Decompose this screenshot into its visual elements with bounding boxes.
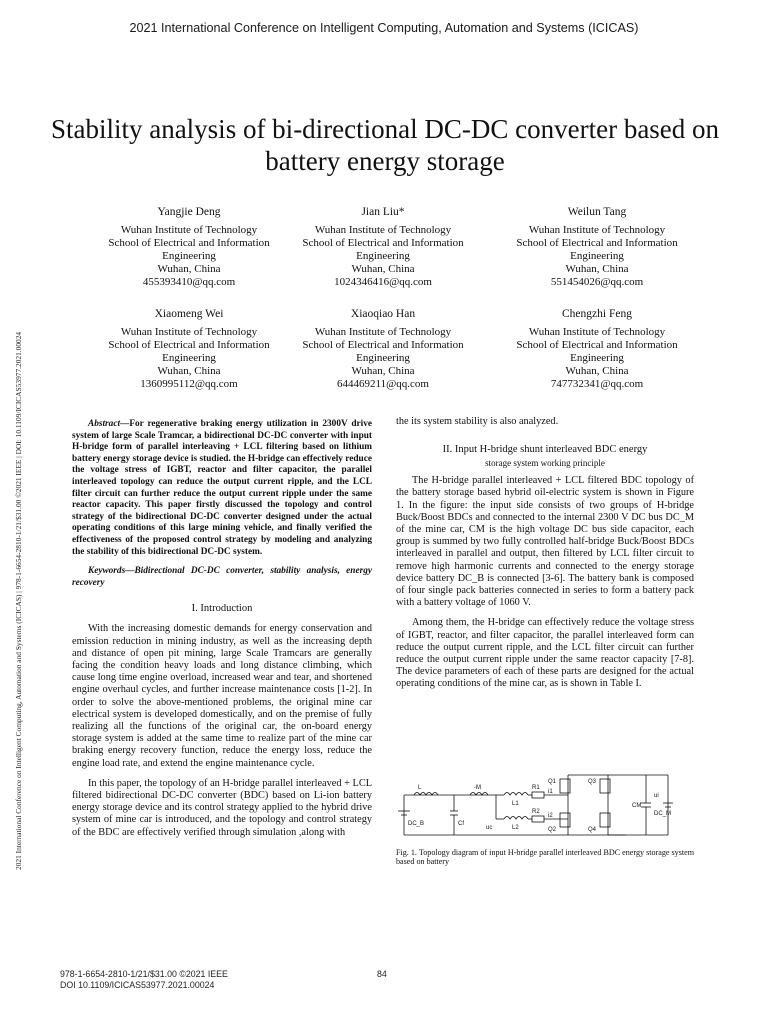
author-institution: Wuhan Institute of Technology xyxy=(314,326,452,338)
label-l: L xyxy=(418,785,422,791)
body-paragraph: In this paper, the topology of an H-bridge parallel interleaved + LCL filtered bidirectional DC-DC converter (BDC) based on Li-ion battery energy storage device and its control strategy applied to the hybrid drive system of mine car is introduced, and the topology and control strategy of the BDC are effectively verified through simulation ,along with xyxy=(72,777,372,838)
label-dcb: DC_B xyxy=(408,821,425,827)
author-institution: Wuhan Institute of Technology xyxy=(120,326,258,338)
author-city: Wuhan, China xyxy=(565,365,629,377)
author-email[interactable]: 747732341@qq.com xyxy=(550,378,644,390)
author-institution: Wuhan Institute of Technology xyxy=(528,326,666,338)
author-block xyxy=(89,308,289,391)
section-heading-principle-sub: storage system working principle xyxy=(485,458,605,469)
left-column xyxy=(72,419,372,839)
label-cm: CM xyxy=(632,803,642,809)
keywords: Keywords—Bidirectional DC-DC converter, stability analysis, energy recovery xyxy=(72,566,372,588)
author-department: School of Electrical and Information xyxy=(108,339,270,351)
author-name: Xiaoqiao Han xyxy=(350,308,416,320)
footer-isbn: 978-1-6654-2810-1/21/$31.00 ©2021 IEEE xyxy=(60,969,228,979)
author-email[interactable]: 551454026@qq.com xyxy=(550,276,644,288)
abstract-lead: Abstract xyxy=(88,419,121,429)
label-uc: uc xyxy=(486,825,493,831)
footer-copyright xyxy=(60,969,228,990)
author-name: Jian Liu* xyxy=(361,206,405,218)
author-department: School of Electrical and Information xyxy=(108,237,270,249)
author-email[interactable]: 1360995112@qq.com xyxy=(140,378,238,390)
abstract xyxy=(72,419,372,558)
author-department: Engineering xyxy=(570,250,624,262)
author-city: Wuhan, China xyxy=(351,365,415,377)
author-name: Yangjie Deng xyxy=(157,206,221,218)
author-block xyxy=(283,308,483,391)
author-email[interactable]: 644469211@qq.com xyxy=(337,378,429,390)
author-institution: Wuhan Institute of Technology xyxy=(314,224,452,236)
section-heading-introduction: I. Introduction xyxy=(191,603,253,615)
conference-header: 2021 International Conference on Intelligent Computing, Automation and Systems (ICICAS) xyxy=(129,21,639,35)
side-metadata-text: 2021 International Conference on Intelligent Computing, Automation and Systems (ICICAS) | 978-1-6654-2810-1/21/$31.00 ©2021 IEEE | DOI: 10.1109/ICICAS53977.2021.00024 xyxy=(14,331,23,870)
label-q2: Q2 xyxy=(548,827,557,833)
label-r1: R1 xyxy=(532,785,540,791)
right-column xyxy=(396,416,694,691)
author-department: Engineering xyxy=(570,352,624,364)
figure-caption: Fig. 1. Topology diagram of input H-bridge parallel interleaved BDC energy storage system based on battery xyxy=(396,848,694,867)
author-block xyxy=(497,206,697,289)
author-block xyxy=(89,206,289,289)
author-block xyxy=(283,206,483,289)
label-l1: L1 xyxy=(512,801,519,807)
label-i2: i2 xyxy=(548,813,553,819)
author-institution: Wuhan Institute of Technology xyxy=(120,224,258,236)
author-department: Engineering xyxy=(162,250,216,262)
author-name: Xiaomeng Wei xyxy=(154,308,224,320)
author-city: Wuhan, China xyxy=(157,263,221,275)
label-r2: R2 xyxy=(532,809,540,815)
body-paragraph: Among them, the H-bridge can effectively reduce the voltage stress of IGBT, reactor, and filter capacitor, the parallel interleaved form can reduce the output current ripple, and the LCL filter circuit can further reduce the output current ripple under the same reactor capacity [7-8]. The device parameters of each of these parts are designed for the actual operating conditions of the mine car, as is shown in Table I. xyxy=(396,617,694,690)
author-name: Chengzhi Feng xyxy=(562,308,632,320)
author-email[interactable]: 455393410@qq.com xyxy=(142,276,236,288)
paper-title: Stability analysis of bi-directional DC-DC converter based on battery energy storage xyxy=(50,114,720,176)
author-email[interactable]: 1024346416@qq.com xyxy=(334,276,432,288)
author-department: Engineering xyxy=(356,250,410,262)
abstract-text: —For regenerative braking energy utilization in 2300V drive system of large Scale Tramcar, a bidirectional DC-DC converter with input H-bridge form of parallel interleaving + LCL filtering based on lithium battery energy storage device is studied. the H-bridge can effectively reduce the voltage stress of IGBT, reactor and filter capacitor, the parallel interleaved topology can reduce the output current ripple, and the LCL filter circuit can further reduce the output current ripple under the same reactor capacity. This paper firstly discussed the topology and control strategy of the bidirectional DC-DC converter designed under the actual operating conditions of this large mining vehicle, and finally verified the effectiveness of the proposed control strategy by modeling and analyzing the stability of this bidirectional DC-DC system. xyxy=(72,419,372,557)
body-paragraph: With the increasing domestic demands for energy conservation and emission reduction in mining industry, as well as the increasing depth and distance of open pit mining, large Scale Tramcars are generally facing the condition heavy loads and long distance climbing, which cause long time engine overload, increased wear and tear, and shortened engine overhaul cycles, and further increase maintenance costs [1-2]. In order to solve the above-mentioned problems, the original mine car electrical system is developed domestically, and on the premise of fully realizing all the functions of the original car, the on-board energy storage system is added at the same time to realize part of the mine car braking energy recovery function, reduce the energy loss, reduce the engine load rate, and extend the engine maintenance cycle. xyxy=(72,623,372,769)
author-department: School of Electrical and Information xyxy=(516,237,678,249)
author-block xyxy=(497,308,697,391)
author-department: Engineering xyxy=(162,352,216,364)
author-department: School of Electrical and Information xyxy=(516,339,678,351)
label-q1: Q1 xyxy=(548,779,557,785)
label-i1: i1 xyxy=(548,789,553,795)
label-q3: Q3 xyxy=(588,779,597,785)
author-name: Weilun Tang xyxy=(567,206,627,218)
author-city: Wuhan, China xyxy=(157,365,221,377)
author-city: Wuhan, China xyxy=(565,263,629,275)
page-number: 84 xyxy=(377,969,387,979)
circuit-topology-figure xyxy=(396,767,696,845)
label-cf: Cf xyxy=(458,821,464,827)
body-paragraph: The H-bridge parallel interleaved + LCL filtered BDC topology of the battery storage based hybrid oil-electric system is shown in Figure 1. In the figure: the input side consists of two groups of H-bridge Buck/Boost BDCs and connected to the internal 2300 V DC bus DC_M of the mine car, CM is the high voltage DC bus side capacitor, each group is summed by two fully controlled half-bridge Buck/Boost BDCs interleaved in parallel and output, then filtered by LCL filter circuit to remove high harmonic currents and connected to the energy storage device battery DC_B is connected [3-6]. The battery bank is composed of four single pack batteries connected in series to form a battery pack with a battery voltage of 1060 V. xyxy=(396,475,694,609)
author-department: Engineering xyxy=(356,352,410,364)
label-q4: Q4 xyxy=(588,827,597,833)
side-metadata-strip xyxy=(4,158,24,870)
footer-doi: DOI 10.1109/ICICAS53977.2021.00024 xyxy=(60,979,215,990)
body-paragraph: the its system stability is also analyzed. xyxy=(396,416,559,427)
author-department: School of Electrical and Information xyxy=(302,339,464,351)
label-l2: L2 xyxy=(512,825,519,831)
author-city: Wuhan, China xyxy=(351,263,415,275)
label-m: -M xyxy=(474,785,481,791)
label-dcm: DC_M xyxy=(654,811,672,817)
author-institution: Wuhan Institute of Technology xyxy=(528,224,666,236)
section-heading-principle: II. Input H-bridge shunt interleaved BDC energy xyxy=(442,444,648,456)
label-ui: ui xyxy=(654,793,659,799)
author-department: School of Electrical and Information xyxy=(302,237,464,249)
